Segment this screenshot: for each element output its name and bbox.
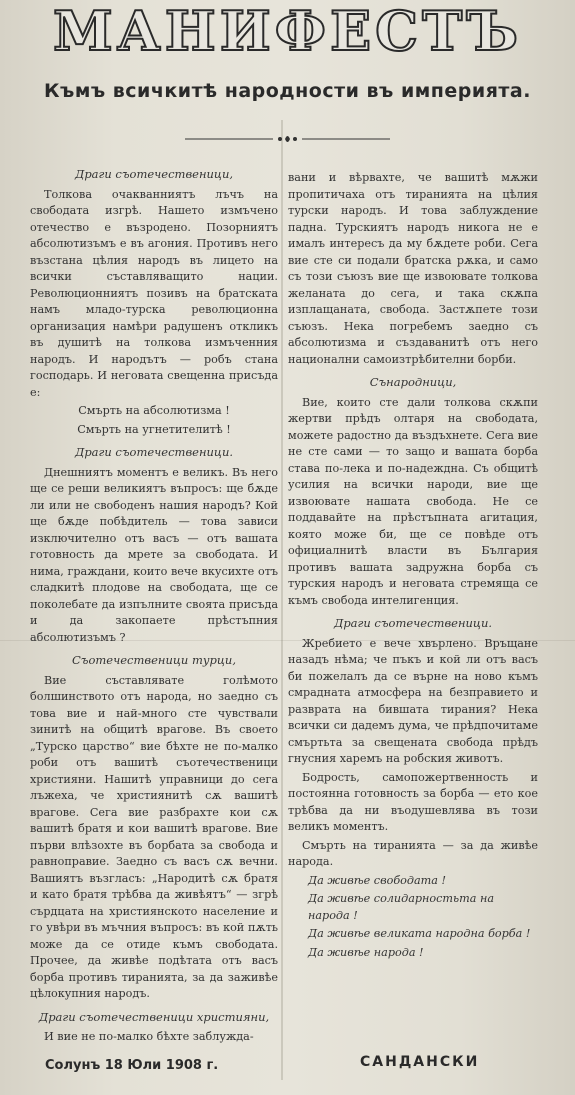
paragraph: И вие не по-малко бѣхте заблуждa- <box>44 1030 254 1043</box>
slogan: Смърть на абсолютизма ! <box>78 404 230 417</box>
section-heading: Съотечественици турци, <box>72 653 236 667</box>
paragraph: Вие, които сте дали толкова скѫпи жертви прѣдъ олтаря на свободата, можете радостно да въздъхнете. Сега вие не сте сами — то защо и вашата борба става по-лека и по-надеждна. Съ общитѣ усилия на всички народи, вие ще извоювате нашата свобода. Не се поддавайте на прѣстъпната агитация, която може би, ще се повѣде отъ официалнитѣ власти въ България противъ вашата задружна борба съ турския народъ и неговата стремяща се къмъ свобода интелигенция. <box>288 395 538 607</box>
section-heading: Сънародници, <box>369 375 457 389</box>
paragraph: вани и вѣрвахте, че вашитѣ мѫжи пропитичаха отъ тиранията на цѣлия турски народъ. И това заблуждение падна. Турскиятъ народъ никога не е ималъ интересъ да му бѫдете роби. Сега вие сте си подали братска рѫка, и само съ този съюзъ вие ще извоювате толкова желаната до сега, и така скѫпа изплащаната, свобода. Застѫпете този съюзъ. Нека погребемъ заедно съ абсолютизма и създаванитѣ отъ него национални самоизтрѣбителни борби. <box>288 171 538 366</box>
paragraph: Днешниятъ моментъ е великъ. Въ него ще се реши великиятъ въпросъ: ще бѫде ли или не свободенъ нашия народъ? Кой ще бѫде побѣдитель — това зависи изключително отъ васъ — отъ вашата готовность да мрете за свободата. И нима, граждани, които вече вкусихте отъ сладкитѣ плодове на свободата, ще се поколебате да изпълните своята присъда и да закопаете прѣстъпния абсолютизъмъ ? <box>30 465 278 644</box>
page-title: МАНИФЕСТЪ <box>52 0 522 63</box>
left-column <box>30 160 278 1048</box>
section-heading: Драги съотечественици. <box>74 445 234 459</box>
closing-slogan: Да живѣе свободата ! <box>308 873 446 887</box>
paragraph: Смърть на тиранията — за да живѣе народа. <box>288 838 538 868</box>
right-column <box>288 170 538 963</box>
paragraph: Бодрость, самопожертвенность и постоянна готовность за борба — ето кое трѣбва да ни въодушевлява въ този великъ моментъ. <box>288 770 538 833</box>
paragraph: Жребието е вече хвърлено. Връщане назадъ нѣма; че пъкъ и кой ли отъ васъ би пожелалъ да се върне на ново къмъ смрадната атмосфера на безправието и развратa на бившата тирания? Нека всички си дадемъ дума, че прѣдпочитаме смъртьта за свещената свобода прѣдъ гнусния харемъ на робския животъ. <box>288 636 538 765</box>
ornament-divider <box>185 133 390 145</box>
closing-slogan: Да живѣе народа ! <box>308 945 424 959</box>
section-heading: Драги съотечественици. <box>333 616 493 630</box>
section-heading: Драги съотечественици, <box>74 167 234 181</box>
paragraph: Вие съставлявате голѣмото болшинството отъ народа, но заедно съ това вие и най-много сте чувствали зинитѣ на общитѣ врагове. Въ своето „Турско царство“ вие бѣхте не по-малко роби отъ вашитѣ съотечественици християни. Нашитѣ управници до сега лъжеха, че християнитѣ сѫ вашитѣ врагове. Сега вие разбрахте кои сѫ вашитѣ братя и кои вашитѣ врагове. Вие първи влѣзохте въ борбата за свобода и равноправие. Заедно съ васъ сѫ вечни. Вашиятъ възгласъ: „Народитѣ сѫ братя и като братя трѣбва да живѣятъ“ — згрѣ сърдцата на християнското население и го увѣри въ мъчния въпросъ: въ кой пѫть може да се отиде къмъ свободата. Прочее, да живѣе подѣтата отъ васъ борба противъ тиранията, за да заживѣе цѣлокупния народъ. <box>30 673 278 1000</box>
section-heading: Драги съотечественици християни, <box>38 1009 270 1024</box>
slogan: Смърть на угнетителитѣ ! <box>77 422 231 436</box>
date-line: Солунъ 18 Юли 1908 г. <box>45 1058 219 1073</box>
closing-slogan: Да живѣе солидарностьта на народа ! <box>308 892 494 922</box>
page-subtitle: Къмъ всичкитѣ народности въ империята. <box>44 80 531 102</box>
signature: САНДАНСКИ <box>360 1054 480 1070</box>
closing-slogan: Да живѣе великата народна борба ! <box>308 927 531 940</box>
vertical-fold <box>281 120 283 1080</box>
paragraph: Толкова очакванниятъ лъчъ на свободата изгрѣ. Нашето измъчено отечество е възродено. Позорниятъ абсолютизъмъ е въ агония. Противъ него възстана цѣлия народъ въ лицето на всички съставляващито нации. Революционниятъ позивъ на братската намъ младо-турска революционна организация намѣри радушенъ откликъ въ душитѣ на толкова измъченния народъ. И народътъ — робъ стана господарь. И неговата свещенна присъда е: <box>30 187 278 399</box>
